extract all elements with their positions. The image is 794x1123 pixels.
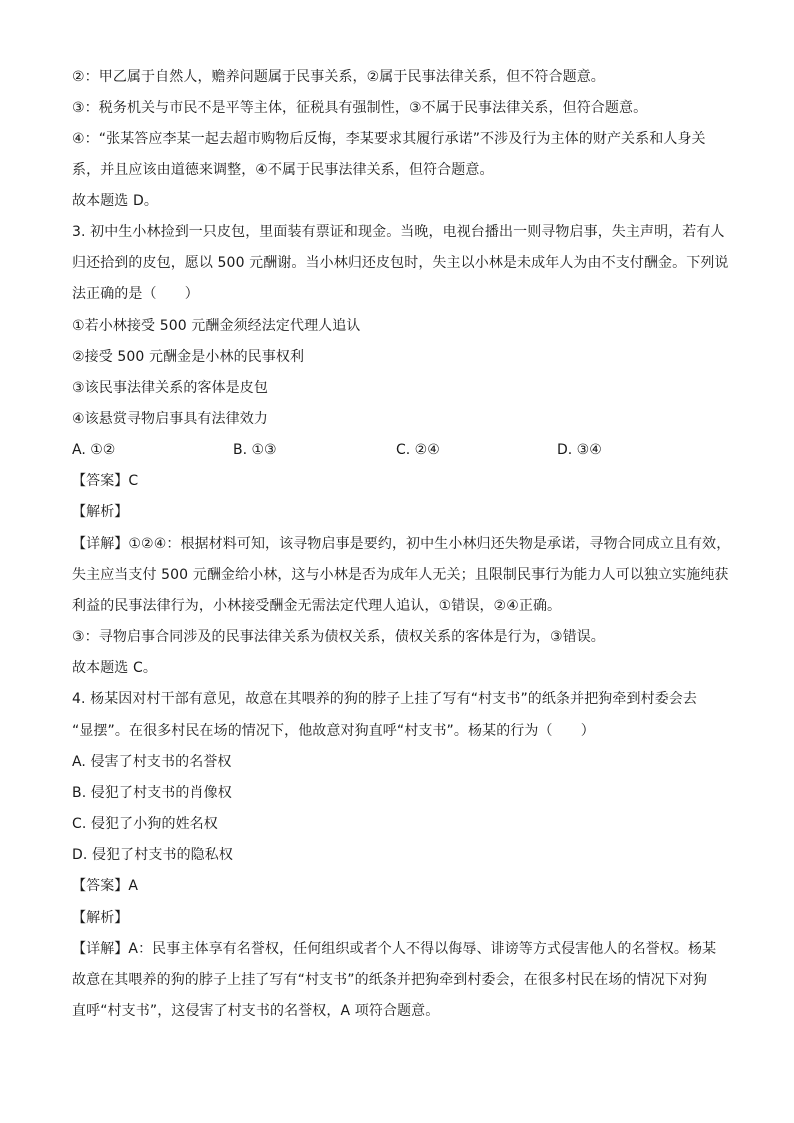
q3-option-a: A. ①② xyxy=(72,442,116,458)
q3-option-d: D. ③④ xyxy=(557,442,602,458)
statement-4: ④该悬赏寻物启事具有法律效力 xyxy=(72,411,268,427)
q3-detail-line-1: 【详解】①②④：根据材料可知，该寻物启事是要约，初中生小林归还失物是承诺，寻物合同成立且有效， xyxy=(72,536,731,552)
analysis-line-3: ③：税务机关与市民不是平等主体，征税具有强制性，③不属于民事法律关系，但符合题意。 xyxy=(72,100,648,116)
q3-detail-line-2: 失主应当支付 500 元酬金给小林，这与小林是否为成年人无关；且限制民事行为能力人可以独立实施纯获 xyxy=(72,567,729,583)
q3-conclusion: 故本题选 C。 xyxy=(72,660,157,676)
q4-option-a: A. 侵害了村支书的名誉权 xyxy=(72,754,232,770)
statement-2: ②接受 500 元酬金是小林的民事权利 xyxy=(72,349,305,365)
analysis-line-4: ④：“张某答应李某一起去超市购物后反悔，李某要求其履行承诺”不涉及行为主体的财产关系和人身关 xyxy=(72,131,706,147)
conclusion-line: 故本题选 D。 xyxy=(72,193,158,209)
q4-detail-line-3: 直呼“村支书”，这侵害了村支书的名誉权，A 项符合题意。 xyxy=(72,1003,440,1019)
analysis-line-4-cont: 系，并且应该由道德来调整，④不属于民事法律关系，但符合题意。 xyxy=(72,162,494,178)
q3-analysis-heading: 【解析】 xyxy=(72,504,129,520)
q3-option-b: B. ①③ xyxy=(233,442,277,458)
q4-detail-line-1: 【详解】A：民事主体享有名誉权，任何组织或者个人不得以侮辱、诽谤等方式侵害他人的名誉权。杨某 xyxy=(72,941,717,957)
question-3-text-end: 法正确的是（ ） xyxy=(72,286,199,302)
question-4-text-cont: “显摆”。在很多村民在场的情况下，他故意对狗直呼“村支书”。杨某的行为（ ） xyxy=(72,723,595,739)
q3-option-c: C. ②④ xyxy=(396,442,440,458)
q4-answer: 【答案】A xyxy=(72,878,139,894)
question-3-text-cont: 归还拾到的皮包，愿以 500 元酬谢。当小林归还皮包时，失主以小林是未成年人为由不支付酬金。下列说 xyxy=(72,255,729,271)
question-4-text: 4. 杨某因对村干部有意见，故意在其喂养的狗的脖子上挂了写有“村支书”的纸条并把狗牵到村委会去 xyxy=(72,691,698,707)
q4-option-c: C. 侵犯了小狗的姓名权 xyxy=(72,816,218,832)
q4-analysis-heading: 【解析】 xyxy=(72,910,129,926)
q4-option-d: D. 侵犯了村支书的隐私权 xyxy=(72,847,233,863)
q4-detail-line-2: 故意在其喂养的狗的脖子上挂了写有“村支书”的纸条并把狗牵到村委会，在很多村民在场的情况下对狗 xyxy=(72,972,708,988)
question-3-text: 3. 初中生小林捡到一只皮包，里面装有票证和现金。当晚，电视台播出一则寻物启事，失主声明，若有人 xyxy=(72,224,725,240)
q3-detail-line-3: 利益的民事法律行为，小林接受酬金无需法定代理人追认，①错误，②④正确。 xyxy=(72,598,562,614)
q4-option-b: B. 侵犯了村支书的肖像权 xyxy=(72,785,232,801)
analysis-line-2: ②：甲乙属于自然人，赡养问题属于民事关系，②属于民事法律关系，但不符合题意。 xyxy=(72,69,605,85)
q3-answer: 【答案】C xyxy=(72,473,139,489)
q3-detail-line-4: ③：寻物启事合同涉及的民事法律关系为债权关系，债权关系的客体是行为，③错误。 xyxy=(72,629,605,645)
statement-1: ①若小林接受 500 元酬金须经法定代理人追认 xyxy=(72,318,361,334)
statement-3: ③该民事法律关系的客体是皮包 xyxy=(72,380,268,396)
